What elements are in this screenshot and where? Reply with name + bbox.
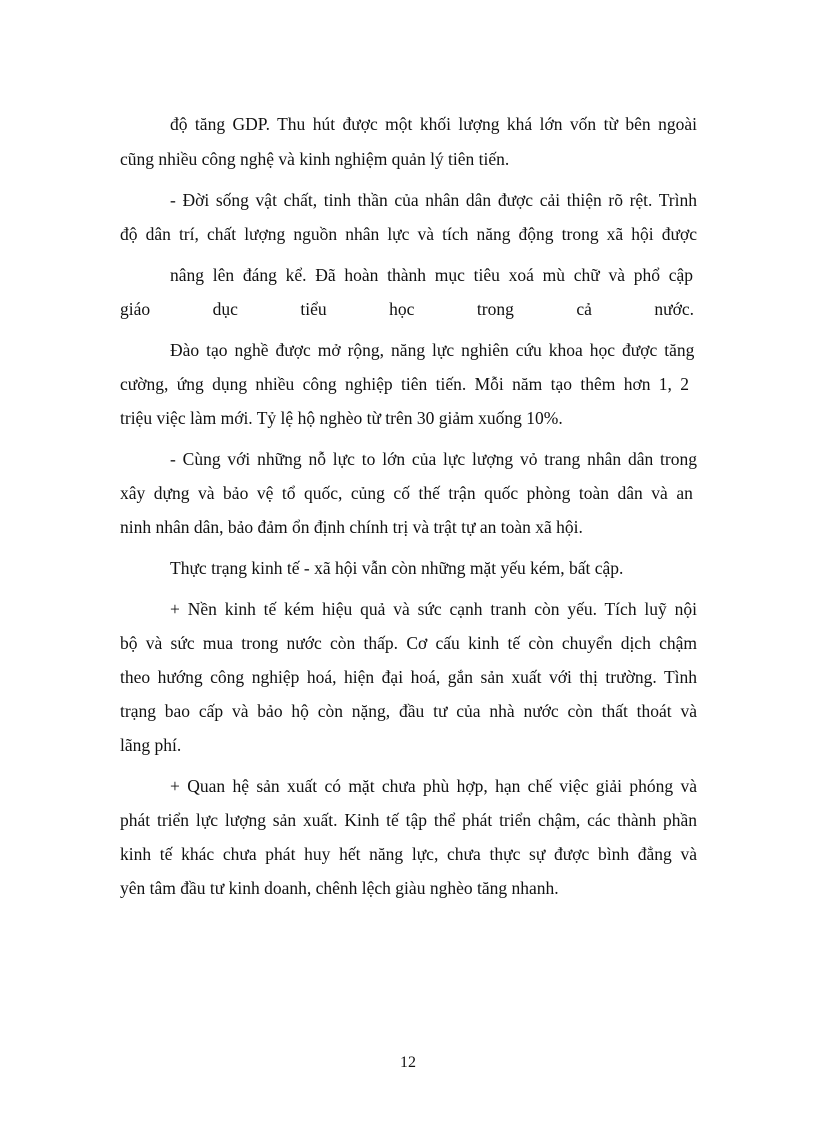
- text-line: xây dựng và bảo vệ tổ quốc, củng cố thế trận quốc phòng toàn dân và an: [120, 483, 693, 503]
- text-line: nâng lên đáng kể. Đã hoàn thành mục tiêu xoá mù chữ và phổ cập: [170, 265, 693, 285]
- text-line: triệu việc làm mới. Tỷ lệ hộ nghèo từ trên 30 giảm xuống 10%.: [120, 408, 563, 428]
- text-line: độ dân trí, chất lượng nguồn nhân lực và tích năng động trong xã hội được: [120, 224, 697, 244]
- text-line: - Cùng với những nỗ lực to lớn của lực lượng vỏ trang nhân dân trong: [170, 449, 697, 469]
- text-line: giáo dục tiểu học trong cả nước.: [120, 299, 694, 319]
- text-line: Đào tạo nghề được mở rộng, năng lực nghiên cứu khoa học được tăng: [170, 340, 695, 360]
- text-line: phát triển lực lượng sản xuất. Kinh tế tập thể phát triển chậm, các thành phần: [120, 810, 697, 830]
- text-line: cường, ứng dụng nhiều công nghiệp tiên tiến. Mỗi năm tạo thêm hơn 1, 2: [120, 374, 690, 394]
- text-line: cũng nhiều công nghệ và kinh nghiệm quản lý tiên tiến.: [120, 149, 510, 169]
- text-line: kinh tế khác chưa phát huy hết năng lực, chưa thực sự được bình đẳng và: [120, 844, 697, 864]
- text-line: - Đời sống vật chất, tinh thần của nhân dân được cải thiện rõ rệt. Trình: [170, 190, 697, 210]
- text-line: bộ và sức mua trong nước còn thấp. Cơ cấu kinh tế còn chuyển dịch chậm: [120, 633, 697, 653]
- text-line: độ tăng GDP. Thu hút được một khối lượng khá lớn vốn từ bên ngoài: [170, 114, 697, 134]
- text-line: lãng phí.: [120, 735, 182, 755]
- text-line: ninh nhân dân, bảo đảm ổn định chính trị và trật tự an toàn xã hội.: [120, 517, 583, 537]
- page-number: 12: [400, 1054, 416, 1071]
- text-line: yên tâm đầu tư kinh doanh, chênh lệch giàu nghèo tăng nhanh.: [120, 878, 559, 898]
- text-line: theo hướng công nghiệp hoá, hiện đại hoá, gắn sản xuất với thị trường. Tình: [120, 667, 697, 687]
- text-line: + Nền kinh tế kém hiệu quả và sức cạnh tranh còn yếu. Tích luỹ nội: [170, 599, 697, 619]
- text-line: Thực trạng kinh tế - xã hội vẫn còn những mặt yếu kém, bất cập.: [170, 558, 624, 578]
- text-line: trạng bao cấp và bảo hộ còn nặng, đầu tư của nhà nước còn thất thoát và: [120, 701, 697, 721]
- text-line: + Quan hệ sản xuất có mặt chưa phù hợp, hạn chế việc giải phóng và: [170, 776, 697, 796]
